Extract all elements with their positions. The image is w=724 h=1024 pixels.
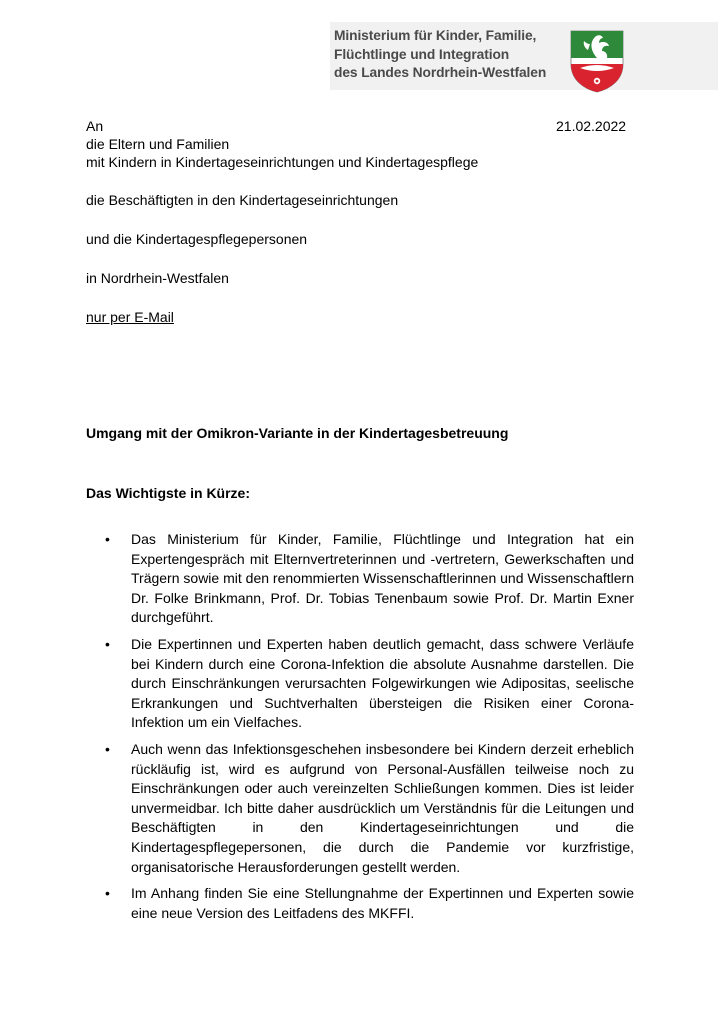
ministry-name-line: des Landes Nordrhein-Westfalen	[334, 65, 547, 80]
bullet-marker: •	[105, 635, 110, 652]
letter-subject: Umgang mit der Omikron-Variante in der Kindertagesbetreuung	[86, 425, 509, 441]
list-item	[86, 635, 634, 733]
recipient-line: die Beschäftigten in den Kindertageseinrichtungen	[86, 192, 399, 208]
ministry-name-line: Flüchtlinge und Integration	[334, 46, 510, 62]
recipient-line: in Nordrhein-Westfalen	[86, 270, 229, 286]
recipient-line: und die Kindertagespflegepersonen	[86, 231, 308, 247]
list-item	[86, 530, 634, 628]
delivery-note: nur per E-Mail	[86, 309, 174, 325]
bullet-marker: •	[105, 531, 110, 547]
nrw-coat-of-arms-icon	[568, 28, 626, 94]
list-item-text: Im Anhang finden Sie eine Stellungnahme der Expertinnen und Experten sowie eine neue Version des Leitfadens des MKFFI.	[131, 885, 634, 921]
ministry-name-line: Ministerium für Kinder, Familie,	[334, 28, 537, 43]
list-item	[86, 740, 634, 877]
recipient-line: die Eltern und Familien	[86, 136, 230, 152]
list-item-text: Die Expertinnen und Experten haben deutlich gemacht, dass schwere Verläufe bei Kindern durch eine Corona-Infektion die absolute Ausnahme darstellen. Die durch Einschränkungen verursachten Folgewirkungen wie Adipositas, seelische Erkrankungen und Suchtverhalten übersteigen die Risiken einer Corona-Infektion um ein Vielfaches.	[131, 635, 634, 731]
list-item-text: Auch wenn das Infektionsgeschehen insbesondere bei Kindern derzeit erheblich rückläufig ist, wird es aufgrund von Personal-Ausfällen teilweise noch zu Einschränkungen oder auch vereinzelten Schließungen kommen. Dies ist leider unvermeidbar. Ich bitte daher ausdrücklich um Verständnis für die Leitungen und Beschäftigten in den Kindertageseinrichtungen und die Kindertagespflegepersonen, die durch die Pandemie vor kurzfristige, organisatorische Herausforderungen gestellt werden.	[131, 740, 634, 875]
recipient-line: mit Kindern in Kindertageseinrichtungen und Kindertagespflege	[86, 154, 479, 170]
letter-date: 21.02.2022	[556, 118, 627, 134]
recipient-line: An	[86, 118, 104, 134]
list-item	[86, 884, 634, 923]
summary-list	[86, 530, 634, 930]
bullet-marker: •	[105, 885, 110, 902]
list-item-text: Das Ministerium für Kinder, Familie, Flüchtlinge und Integration hat ein Expertengespräch mit Elternvertreterinnen und -vertretern, Gewerkschaften und Trägern sowie mit den renommierten Wissenschaftlerinnen und Wissenschaftlern Dr. Folke Brinkmann, Prof. Dr. Tobias Tenenbaum sowie Prof. Dr. Martin Exner durchgeführt.	[131, 531, 634, 626]
bullet-marker: •	[105, 740, 110, 757]
summary-heading: Das Wichtigste in Kürze:	[86, 485, 251, 501]
ministry-name	[334, 27, 546, 83]
